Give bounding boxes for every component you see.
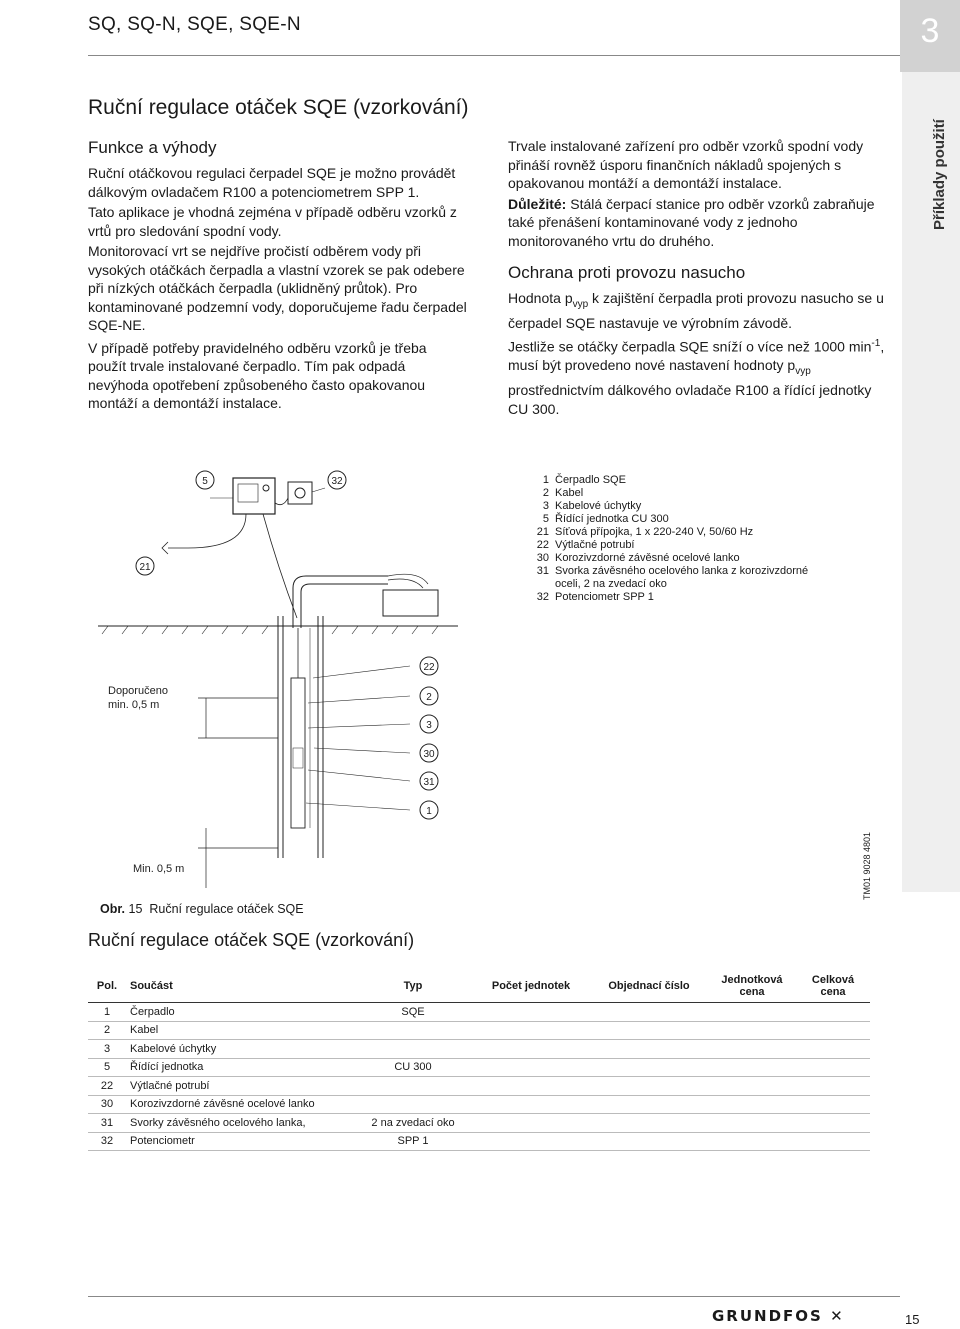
cell-type: 2 na zvedací oko: [354, 1114, 472, 1133]
legend-text: Kabelové úchytky: [555, 500, 642, 512]
subscript: vyp: [572, 298, 589, 310]
cell-part: Potenciometr: [126, 1132, 354, 1151]
footer-rule: [88, 1296, 900, 1297]
cell-order: [590, 1114, 708, 1133]
table-row: [88, 1058, 870, 1077]
figure-caption: [100, 902, 304, 916]
legend-item: [515, 552, 808, 565]
callout-31: 31: [423, 777, 435, 788]
legend-number: 3: [542, 500, 549, 512]
cell-qty: [472, 1058, 590, 1077]
cell-order: [590, 1132, 708, 1151]
legend-text: Čerpadlo SQE: [555, 474, 626, 486]
paragraph: [508, 335, 888, 418]
label-recommended: Doporučeno: [108, 685, 168, 697]
logo-text: GRUNDFOS: [712, 1307, 823, 1325]
table-header-row: [88, 970, 870, 1003]
legend-item: [515, 591, 808, 604]
legend-item: [515, 513, 808, 526]
col-header-total: Celková cena: [796, 970, 870, 1003]
cell-part: Korozivzdorné závěsné ocelové lanko: [126, 1095, 354, 1114]
callout-1: 1: [426, 806, 432, 817]
table-row: [88, 1114, 870, 1133]
legend-text: Řídící jednotka CU 300: [555, 513, 669, 525]
col-header-part: Součást: [126, 970, 354, 1003]
label-recommended-value: min. 0,5 m: [108, 699, 160, 711]
cell-part: Kabelové úchytky: [126, 1040, 354, 1059]
cell-part: Svorky závěsného ocelového lanka,: [126, 1114, 354, 1133]
section-heading-dry-run: Ochrana proti provozu nasucho: [508, 263, 746, 282]
legend-text: Svorka závěsného ocelového lanka z korozivzdorné: [555, 565, 809, 577]
cell-qty: [472, 1021, 590, 1040]
legend-number: 21: [536, 526, 549, 538]
cell-type: [354, 1021, 472, 1040]
callout-32: 32: [331, 476, 343, 487]
paragraph: Tato aplikace je vhodná zejména v případě odběru vzorků z vrtů pro sledování spodní vody.: [88, 204, 457, 239]
cell-pol: 3: [88, 1040, 126, 1059]
cell-type: [354, 1077, 472, 1096]
cell-total: [796, 1077, 870, 1096]
cell-total: [796, 1021, 870, 1040]
cell-type: SPP 1: [354, 1132, 472, 1151]
callout-30: 30: [423, 749, 435, 760]
cell-order: [590, 1095, 708, 1114]
cell-unit-price: [708, 1003, 796, 1022]
cell-pol: 31: [88, 1114, 126, 1133]
document-header-title: SQ, SQ-N, SQE, SQE-N: [88, 14, 301, 35]
text-column-right: [508, 137, 888, 420]
table-row: [88, 1077, 870, 1096]
cell-pol: 30: [88, 1095, 126, 1114]
header-line: cena: [739, 986, 765, 998]
text: Hodnota p: [508, 290, 573, 306]
cell-order: [590, 1058, 708, 1077]
cell-total: [796, 1058, 870, 1077]
cell-order: [590, 1040, 708, 1059]
cell-total: [796, 1095, 870, 1114]
table-row: [88, 1040, 870, 1059]
cell-type: [354, 1095, 472, 1114]
cell-unit-price: [708, 1077, 796, 1096]
legend-text: Kabel: [555, 487, 584, 499]
cell-unit-price: [708, 1040, 796, 1059]
cell-qty: [472, 1077, 590, 1096]
legend-text: Korozivzdorné závěsné ocelové lanko: [555, 552, 740, 564]
cell-qty: [472, 1132, 590, 1151]
legend-item: [515, 578, 808, 591]
cell-total: [796, 1114, 870, 1133]
header-rule: [88, 55, 900, 56]
cell-unit-price: [708, 1095, 796, 1114]
table-row: [88, 1095, 870, 1114]
col-header-type: Typ: [354, 970, 472, 1003]
section-heading-functions: Funkce a výhody: [88, 138, 217, 157]
legend-number: 32: [536, 591, 549, 603]
cell-part: Kabel: [126, 1021, 354, 1040]
cell-pol: 1: [88, 1003, 126, 1022]
well-installation-diagram: [88, 458, 458, 898]
callout-3: 3: [426, 720, 432, 731]
paragraph: Ruční otáčkovou regulaci čerpadel SQE je možno provádět dálkovým ovladačem R100 a potenciometrem SPP 1.: [88, 165, 456, 200]
legend-text: Výtlačné potrubí: [555, 539, 635, 551]
legend-item: [515, 526, 808, 539]
caption-text: Ruční regulace otáček SQE: [149, 902, 304, 916]
cell-qty: [472, 1095, 590, 1114]
caption-prefix: Obr.: [100, 902, 126, 916]
label-min: Min. 0,5 m: [133, 863, 185, 875]
chapter-number: 3: [920, 12, 940, 50]
parts-table: [88, 970, 870, 1151]
col-header-pol: Pol.: [88, 970, 126, 1003]
cell-type: CU 300: [354, 1058, 472, 1077]
page-number: 15: [905, 1312, 920, 1327]
header-line: Jednotková: [721, 974, 783, 986]
cell-unit-price: [708, 1132, 796, 1151]
legend-number: 30: [536, 552, 549, 564]
cell-qty: [472, 1040, 590, 1059]
paragraph: Trvale instalované zařízení pro odběr vzorků spodní vody přináší rovněž úsporu finančních nákladů spojených s opakovanou montáží a demontáží instalace.: [508, 138, 864, 191]
cell-total: [796, 1003, 870, 1022]
table-row: [88, 1021, 870, 1040]
cell-part: Výtlačné potrubí: [126, 1077, 354, 1096]
cell-total: [796, 1040, 870, 1059]
cell-type: [354, 1040, 472, 1059]
drawing-code: TM01 9028 4801: [862, 831, 872, 900]
cell-pol: 2: [88, 1021, 126, 1040]
cell-pol: 32: [88, 1132, 126, 1151]
diagram-legend: [515, 474, 808, 604]
cell-unit-price: [708, 1021, 796, 1040]
cell-pol: 22: [88, 1077, 126, 1096]
legend-item: [515, 474, 808, 487]
chapter-label: Příklady použití: [931, 119, 948, 230]
text: , musí být provedeno nové nastavení hodnoty p: [508, 338, 885, 373]
grundfos-logo: [712, 1307, 845, 1325]
table-row: [88, 1003, 870, 1022]
paragraph: [508, 195, 888, 251]
cell-order: [590, 1003, 708, 1022]
legend-item: [515, 539, 808, 552]
cell-pol: 5: [88, 1058, 126, 1077]
col-header-order: Objednací číslo: [590, 970, 708, 1003]
cell-total: [796, 1132, 870, 1151]
legend-item: [515, 500, 808, 513]
cell-unit-price: [708, 1114, 796, 1133]
grundfos-x-icon: ✕: [830, 1307, 845, 1325]
col-header-qty: Počet jednotek: [472, 970, 590, 1003]
table-row: [88, 1132, 870, 1151]
legend-number: 22: [536, 539, 549, 551]
section-title-parts-list: Ruční regulace otáček SQE (vzorkování): [88, 930, 415, 950]
cell-order: [590, 1021, 708, 1040]
subscript: vyp: [795, 365, 811, 377]
text-column-left: [88, 138, 468, 415]
legend-text: oceli, 2 na zvedací oko: [555, 578, 667, 590]
col-header-unit-price: [708, 970, 796, 1003]
callout-2: 2: [426, 692, 432, 703]
text: k zajištění čerpadla proti provozu nasucho se u čerpadel SQE nastavuje ve výrobním závodě.: [508, 290, 884, 332]
important-label: Důležité:: [508, 195, 567, 212]
paragraph-text: Stálá čerpací stanice pro odběr vzorků zabraňuje také přenášení kontaminované vody z jednoho monitorovaného vrtu do druhého.: [508, 195, 875, 249]
page-title: Ruční regulace otáček SQE (vzorkování): [88, 96, 469, 119]
callout-21: 21: [139, 562, 151, 573]
paragraph: Monitorovací vrt se nejdříve pročistí odběrem vody při vysokých otáčkách čerpadla a vlastní vzorek se pak odebere při nízkých otáčkách čerpadla (uklidněný průtok). Pro kontaminované podzemní vody, doporučujeme řadu čerpadel SQE-NE.: [88, 243, 467, 333]
text: Jestliže se otáčky čerpadla SQE sníží o více než 1000 min: [508, 338, 872, 355]
cell-order: [590, 1077, 708, 1096]
callout-22: 22: [423, 662, 435, 673]
cell-qty: [472, 1114, 590, 1133]
cell-type: SQE: [354, 1003, 472, 1022]
legend-number: 5: [542, 513, 549, 525]
cell-qty: [472, 1003, 590, 1022]
legend-text: Potenciometr SPP 1: [555, 591, 654, 603]
legend-text: Síťová přípojka, 1 x 220-240 V, 50/60 Hz: [555, 526, 754, 538]
superscript: -1: [871, 337, 881, 349]
legend-number: 1: [542, 474, 549, 486]
caption-number: 15: [128, 902, 143, 916]
cell-part: Řídící jednotka: [126, 1058, 354, 1077]
legend-item: [515, 487, 808, 500]
text: prostřednictvím dálkového ovladače R100 a řídící jednotky CU 300.: [508, 382, 872, 417]
cell-unit-price: [708, 1058, 796, 1077]
cell-part: Čerpadlo: [126, 1003, 354, 1022]
legend-number: 31: [536, 565, 549, 577]
callout-5: 5: [202, 476, 208, 487]
legend-item: [515, 565, 808, 578]
paragraph: [508, 289, 888, 333]
paragraph: V případě potřeby pravidelného odběru vzorků je třeba použít trvale instalované čerpadlo. Tím pak odpadá nevýhoda opotřebení způsobeného často opakovanou montáží a demontáží instalace.: [88, 339, 427, 411]
legend-number: 2: [542, 487, 549, 499]
